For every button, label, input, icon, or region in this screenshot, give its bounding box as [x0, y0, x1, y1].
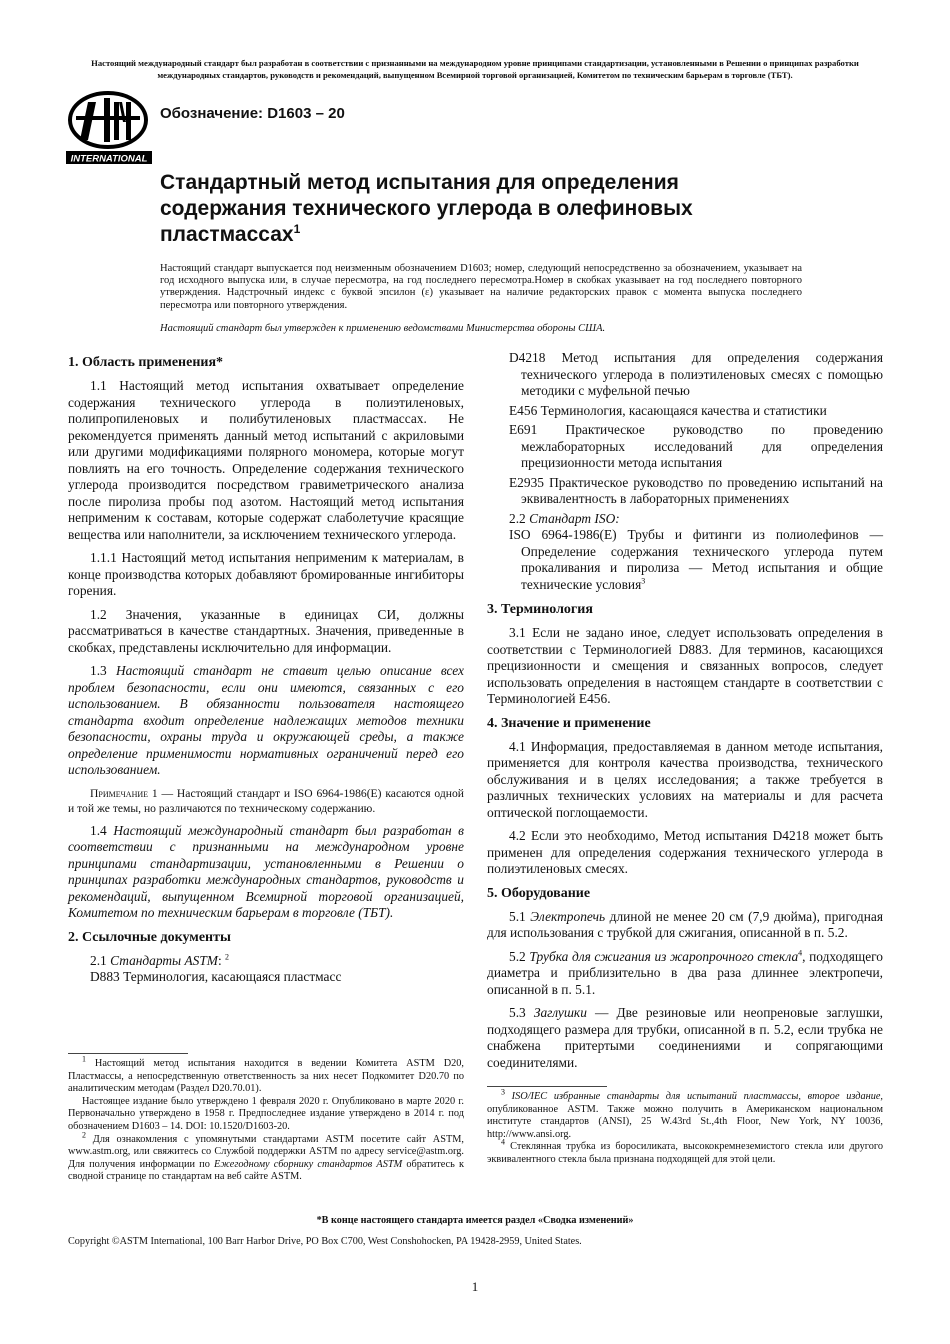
para-5-3-text: — Две резиновые или неопреновые заглушки, подходящего размера для трубки, описанной в п. 5.2, если трубка не снабжена притертыми соединениями и сопрягающими соединителями. [487, 1005, 883, 1070]
para-3-1: 3.1 Если не задано иное, следует использовать определения в соответствии с Терминологией D883. Для терминов, касающихся прецизионности и смещения и связанных вопросов, следует использовать определения в настоящем стандарте в соответствии с Терминологией E456. [487, 625, 883, 706]
para-2-2 [487, 511, 883, 528]
note-1-label: Примечание 1 [90, 786, 158, 800]
footnote-1-edition: Настоящее издание было утверждено 1 февраля 2020 г. Опубликовано в марте 2020 г. Первоначально утверждено в 1958 г. Предпоследнее издание утверждено в 2014 г. под обозначением D1603 – 14. DOI: 10.1520/D1603-20. [68, 1095, 464, 1132]
para-1-4-number: 1.4 [90, 822, 107, 838]
page-number: 1 [471, 1279, 479, 1294]
copyright: Copyright ©ASTM International, 100 Barr Harbor Drive, PO Box C700, West Conshohocken, PA 19428-2959, United States. [68, 1236, 582, 1247]
astm-logo-icon [66, 90, 154, 166]
para-1-2: 1.2 Значения, указанные в единицах СИ, должны рассматриваться в качестве стандартных. Значения, приведенные в скобках, представлены исключительно для информации. [68, 606, 464, 655]
section-3-heading: 3. Терминология [487, 602, 593, 617]
para-1-3-number: 1.3 [90, 663, 107, 678]
ref-iso-text: ISO 6964-1986(E) Трубы и фитинги из полиолефинов — Определение содержания технического углерода путем прокаливания и пиролиза — Метод испытания и общие технические условия [509, 527, 883, 592]
footnote-1-mark: 1 [82, 1054, 86, 1064]
para-4-2: 4.2 Если это необходимо, Метод испытания D4218 может быть применен для определения содержания технического углерода в полиэтиленовых смесях. [487, 828, 883, 876]
para-5-3-term: Заглушки [533, 1005, 587, 1020]
para-5-1-number: 5.1 [509, 908, 526, 924]
para-5-2 [487, 949, 883, 999]
note-1-text: — Настоящий стандарт и ISO 6964-1986(E) касаются одной и той же темы, но различаются по техническому содержанию. [68, 786, 464, 815]
para-5-2-number: 5.2 [509, 948, 526, 964]
note-1 [68, 786, 464, 816]
right-column [487, 350, 883, 1078]
ref-e2935: E2935 Практическое руководство по проведению испытаний на эквивалентность в лабораторных применениях [509, 474, 883, 506]
footnote-4-text: Стеклянная трубка из боросиликата, высококремнеземистого стекла или другого эквивалентного стекла была признана подходящей для этой цели. [487, 1141, 883, 1165]
ref-d883: D883 Терминология, касающаяся пластмасс [90, 969, 342, 984]
footnotes-right [487, 1086, 883, 1167]
footnote-3 [487, 1087, 883, 1141]
approval-statement: Настоящий стандарт был утвержден к применению ведомствами Министерства обороны США. [160, 323, 606, 334]
footnote-3-mark: 3 [501, 1087, 505, 1097]
footnote-3-text: опубликованное ASTM. Также можно получить в Американском национальном институте стандартов (ANSI), 25 W.43rd St.,4th Floor, New York, NY 10036, http://www.ansi.org. [487, 1103, 883, 1140]
para-1-3-text: Настоящий стандарт не ставит целью описание всех проблем безопасности, если они имеются, связанных с его использованием. В обязанности пользователя настоящего стандарта входит определение надлежащих методов техники безопасности, охраны труда и окружающей среды, а также определение применимости нормативных ограничений перед его использованием. [68, 663, 464, 777]
para-2-1: 2.1 Стандарты ASTM: $^2$ [90, 952, 230, 968]
footnote-rule [487, 1086, 607, 1087]
para-5-1 [487, 909, 883, 942]
summary-of-changes-note: *В конце настоящего стандарта имеется раздел «Сводка изменений» [316, 1215, 634, 1226]
section-2-heading: 2. Ссылочные документы [68, 929, 231, 945]
ref-e456: E456 Терминология, касающаяся качества и статистики [509, 402, 827, 418]
para-2-1-number: 2.1 [90, 952, 107, 968]
para-5-1-term: Электропечь [530, 908, 606, 924]
top-notice: Настоящий международный стандарт был разработан в соответствии с признанными на международном уровне принципами стандартизации, установленными в Решении о принципах разработки международных стандартов, руководств и рекомендаций, выпущенном Всемирной торговой организацией, Комитетом по техническим барьерам в торговле (ТБТ). [91, 58, 859, 80]
footnote-3-italic: ISO/IEC избранные стандарты для испытаний пластмассы, второе издание, [505, 1091, 883, 1102]
para-1-4-text: Настоящий международный стандарт был разработан в соответствии с признанными на международном уровне принципами стандартизации, установленными в Решении о принципах разработки международных стандартов, руководств и рекомендаций, выпущенном Всемирной торговой организацией, Комитетом по техническим барьерам в торговле (ТБТ). [68, 822, 464, 920]
ref-iso-footnote-mark: 3 [641, 576, 646, 586]
logo-subtext: INTERNATIONAL [70, 153, 148, 165]
designation: Обозначение: D1603 – 20 [160, 105, 345, 122]
para-5-2-text: , подходящего диаметра и приблизительно в два раза длиннее электропечи, описанной в п. 5.1. [487, 948, 883, 997]
document-title [160, 170, 780, 248]
title-text: Стандартный метод испытания для определения содержания технического углерода в олефиновых пластмассах [160, 171, 693, 246]
footnote-2-text-b: обратитесь к сводной странице по стандартам на веб сайте ASTM. [68, 1158, 464, 1183]
para-5-1-text: длиной не менее 20 см (7,9 дюйма), пригодная для использования с трубкой для сжигания, описанной в п. 5.2. [487, 908, 883, 940]
footnote-2-mark: 2 [82, 1130, 86, 1140]
title-footnote-mark: 1 [293, 222, 301, 236]
footnote-4 [487, 1137, 883, 1166]
para-2-1-label: Стандарты ASTM [110, 952, 218, 968]
para-1-3 [68, 663, 464, 779]
para-1-1-1: 1.1.1 Настоящий метод испытания неприменим к материалам, в конце производства которых добавляют бромированные ингибиторы горения. [68, 550, 464, 598]
footnote-2-italic: Ежегодному сборнику стандартов ASTM [214, 1158, 403, 1170]
para-5-3 [487, 1005, 883, 1071]
left-column [68, 350, 464, 986]
footnotes-left [68, 1053, 464, 1184]
section-5-heading: 5. Оборудование [487, 885, 591, 901]
para-2-2-label: Стандарт ISO: [529, 510, 620, 526]
footnote-2-text-a: Для ознакомления с упомянутыми стандартами ASTM посетите сайт ASTM, www.astm.org, или свяжитесь со Службой поддержки ASTM по адресу service@astm.org. Для получения информации по [68, 1133, 464, 1170]
para-5-2-term: Трубка для сжигания из жаропрочного стекла [529, 948, 799, 964]
para-1-1: 1.1 Настоящий метод испытания охватывает определение содержания технического углерода в полиэтиленовых, полипропиленовых и полибутиленовых пластмассах. Не рекомендуется применять данный метод испытаний с акриловыми или другими модификациями полярного мономера, которые могут повлиять на его точность. Определение содержания технического углерода производится посредством гравиметрического анализа после пиролиза пробы под азотом. Настоящий метод испытания неприменим к составам, которые содержат слаболетучие красящие вещества или наполнители, за исключением технического углерода. [68, 378, 464, 542]
ref-d4218: D4218 Метод испытания для определения содержания технического углерода в полиэтиленовых смесях с помощью методики с муфельной печью [509, 350, 883, 398]
para-2-2-number: 2.2 [509, 510, 526, 526]
para-2-1-footnote-mark: 2 [225, 952, 230, 962]
footnote-4-mark: 4 [501, 1137, 505, 1147]
footnote-1 [68, 1054, 464, 1096]
footnote-1-text: Настоящий метод испытания находится в ведении Комитета ASTM D20, Пластмассы, а непосредственную ответственность за них несет Подкомитет D20.70 по аналитическим методам (Раздел D20.70.01). [68, 1058, 464, 1095]
ref-iso-6964 [487, 527, 883, 593]
para-5-3-number: 5.3 [509, 1005, 526, 1020]
para-1-4 [68, 823, 464, 922]
astm-logo [66, 90, 154, 166]
para-5-2-footnote-mark: 4 [798, 948, 803, 958]
ref-e691: E691 Практическое руководство по проведению межлабораторных исследований для определения прецизионности метода испытания [509, 422, 883, 470]
section-1-heading: 1. Область применения* [68, 355, 224, 370]
issuance-statement: Настоящий стандарт выпускается под неизменным обозначением D1603; номер, следующий непосредственно за обозначением, указывает на год исходного выпуска или, в случае пересмотра, на год последнего пересмотра.Номер в скобках указывает на год последнего повторного утверждения. Надстрочный индекс с буквой эпсилон (ε) указывает на наличие редакторских правок с момента выпуска последнего пересмотра или повторного утверждения. [160, 263, 802, 311]
para-4-1: 4.1 Информация, предоставляемая в данном методе испытания, применяется для контроля качества производства, технического обслуживания и в целях исследования; а также требуется в различных технических условиях на материалы и для расчета оптической поглощаемости. [487, 738, 883, 820]
section-4-heading: 4. Значение и применение [487, 715, 651, 731]
footnote-2 [68, 1130, 464, 1184]
footnote-rule [68, 1053, 188, 1054]
